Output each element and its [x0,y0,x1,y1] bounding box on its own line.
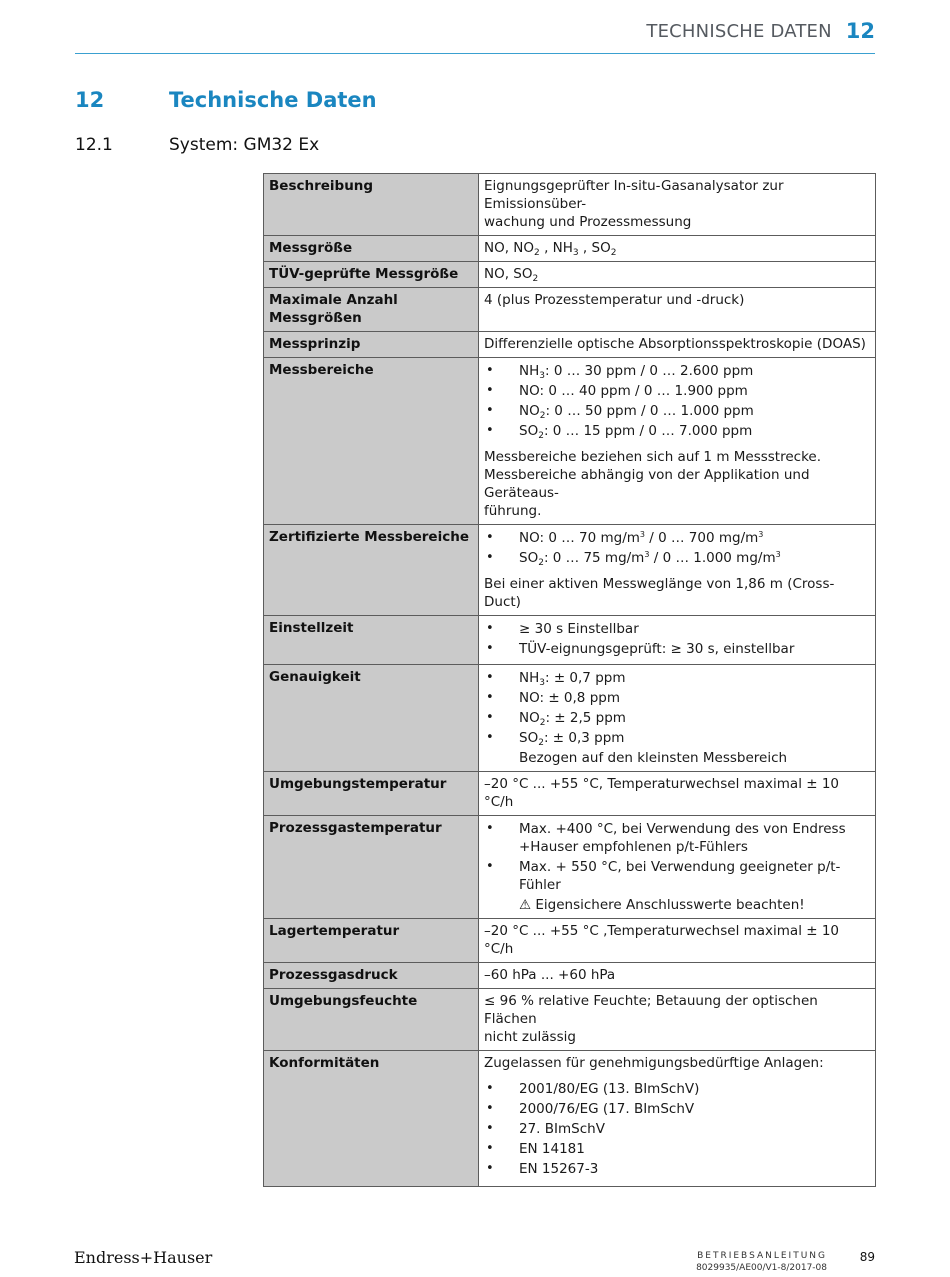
warning-note: ⚠ Eigensichere Anschlusswerte beachten! [519,897,805,913]
value-line: ≤ 96 % relative Feuchte; Betauung der optischen Flächen [484,993,818,1027]
row-key: Prozessgastemperatur [264,816,479,919]
table-row-messgroesse [264,236,876,262]
brand-logo: Endress+Hauser [74,1248,213,1267]
list-item: • $SO_2$: ± 0,3 ppm [484,729,870,747]
list-item: • $NH_3$: 0 … 30 ppm / 0 … 2.600 ppm [484,362,870,380]
row-key: Messgröße [264,236,479,262]
row-value: –20 °C ... +55 °C, Temperaturwechsel maximal ± 10 °C/h [479,772,876,816]
value-line: wachung und Prozessmessung [484,214,692,230]
list-item: • EN 14181 [484,1140,870,1158]
row-value [479,174,876,236]
intro-line: Zugelassen für genehmigungsbedürftige Anlagen: [484,1055,824,1071]
running-header-chapter-number: 12 [845,19,875,43]
table-row-prozessgasdruck [264,963,876,989]
row-key: Prozessgasdruck [264,963,479,989]
note-line: Bezogen auf den kleinsten Messbereich [519,750,788,766]
row-value: 4 (plus Prozesstemperatur und -druck) [479,288,876,332]
document-kind: BETRIEBSANLEITUNG [697,1251,827,1261]
row-value [479,816,876,919]
table-row-tuev-messgroesse [264,262,876,288]
table-row-einstellzeit [264,616,876,665]
bullet-list [484,820,870,894]
row-key: Maximale Anzahl Messgrößen [264,288,479,332]
row-key: Lagertemperatur [264,919,479,963]
note-line: Bei einer aktiven Messweglänge von 1,86 m (Cross-Duct) [484,576,835,610]
list-item: • ≥ 30 s Einstellbar [484,620,870,638]
row-value: –60 hPa ... +60 hPa [479,963,876,989]
table-row-prozessgastemperatur [264,816,876,919]
row-value [479,665,876,772]
spec-table [263,173,876,1187]
value-line: Eignungsgeprüfter In-situ-Gasanalysator zur Emissionsüber- [484,178,784,212]
row-value [479,262,876,288]
note-line: Messbereiche abhängig von der Applikation und Geräteaus- [484,467,810,501]
row-key: Genauigkeit [264,665,479,772]
table-row-umgebungsfeuchte [264,989,876,1051]
list-item: • $SO_2$: 0 … 75 $mg/m^3 / 0$ … 1.000 $mg/m^3$ [484,549,870,567]
row-key: Messbereiche [264,358,479,525]
row-value: –20 °C ... +55 °C ,Temperaturwechsel maximal ± 10 °C/h [479,919,876,963]
list-item: • EN 15267-3 [484,1160,870,1178]
row-value [479,525,876,616]
list-item: • NO: 0 … 70 $mg/m^3 / 0$ … 700 $mg/m^3$ [484,529,870,547]
list-item: • 2001/80/EG (13. BImSchV) [484,1080,870,1098]
row-key: Einstellzeit [264,616,479,665]
subscript: 2 [534,248,540,258]
row-value [479,989,876,1051]
table-row-zertifizierte-messbereiche [264,525,876,616]
table-row-konformitaeten [264,1051,876,1187]
page-number: 89 [859,1250,875,1264]
table-row-lagertemperatur [264,919,876,963]
section-number: 12.1 [75,135,113,155]
table-row-genauigkeit [264,665,876,772]
row-key: Messprinzip [264,332,479,358]
row-value [479,236,876,262]
value-text: NO, SO [484,266,533,282]
value-line: nicht zulässig [484,1029,576,1045]
section-title: System: GM32 Ex [169,135,320,155]
header-rule [75,53,875,54]
value-text: NO, NO [484,240,535,256]
row-key: Zertifizierte Messbereiche [264,525,479,616]
list-item: • TÜV-eignungsgeprüft: ≥ 30 s, einstellbar [484,640,870,658]
list-item: • NO: ± 0,8 ppm [484,689,870,707]
row-key: TÜV-geprüfte Messgröße [264,262,479,288]
note-line: führung. [484,503,542,519]
running-header-title: TECHNISCHE DATEN [646,20,832,42]
section-heading [75,135,319,155]
list-item: • Max. + 550 °C, bei Verwendung geeigneter p/t-Fühler [484,858,870,894]
document-info [696,1250,827,1274]
table-row-max-anzahl [264,288,876,332]
table-row-messprinzip [264,332,876,358]
chapter-number: 12 [75,88,105,112]
row-key: Konformitäten [264,1051,479,1187]
chapter-heading [75,88,377,112]
list-item: • 2000/76/EG (17. BImSchV [484,1100,870,1118]
bullet-list [484,620,870,658]
bullet-list [484,669,870,747]
row-key: Umgebungstemperatur [264,772,479,816]
table-row-messbereiche [264,358,876,525]
bullet-list [484,362,870,440]
list-item: • $NO_2$: ± 2,5 ppm [484,709,870,727]
list-item: • NO: 0 … 40 ppm / 0 … 1.900 ppm [484,382,870,400]
document-id: 8029935/AE00/V1-8/2017-08 [696,1263,827,1273]
bullet-list [484,1080,870,1178]
row-value [479,358,876,525]
row-key: Beschreibung [264,174,479,236]
table-row-umgebungstemperatur [264,772,876,816]
list-item: • 27. BImSchV [484,1120,870,1138]
list-item: • $NO_2$: 0 … 50 ppm / 0 … 1.000 ppm [484,402,870,420]
running-header [646,16,875,46]
row-key: Umgebungsfeuchte [264,989,479,1051]
table-row-beschreibung [264,174,876,236]
list-item: • $NH_3$: ± 0,7 ppm [484,669,870,687]
subscript: 3 [572,248,579,258]
value-text: , NH [539,240,573,256]
row-value [479,1051,876,1187]
list-item: • $SO_2$: 0 … 15 ppm / 0 … 7.000 ppm [484,422,870,440]
bullet-list [484,529,870,567]
subscript: 2 [610,248,617,258]
subscript: 2 [532,274,539,284]
list-item: • Max. +400 °C, bei Verwendung des von Endress +Hauser empfohlenen p/t-Fühlers [484,820,870,856]
chapter-title: Technische Daten [169,88,377,112]
value-text: , SO [578,240,611,256]
note-line: Messbereiche beziehen sich auf 1 m Messstrecke. [484,449,822,465]
row-value: Differenzielle optische Absorptionsspektroskopie (DOAS) [479,332,876,358]
row-value [479,616,876,665]
